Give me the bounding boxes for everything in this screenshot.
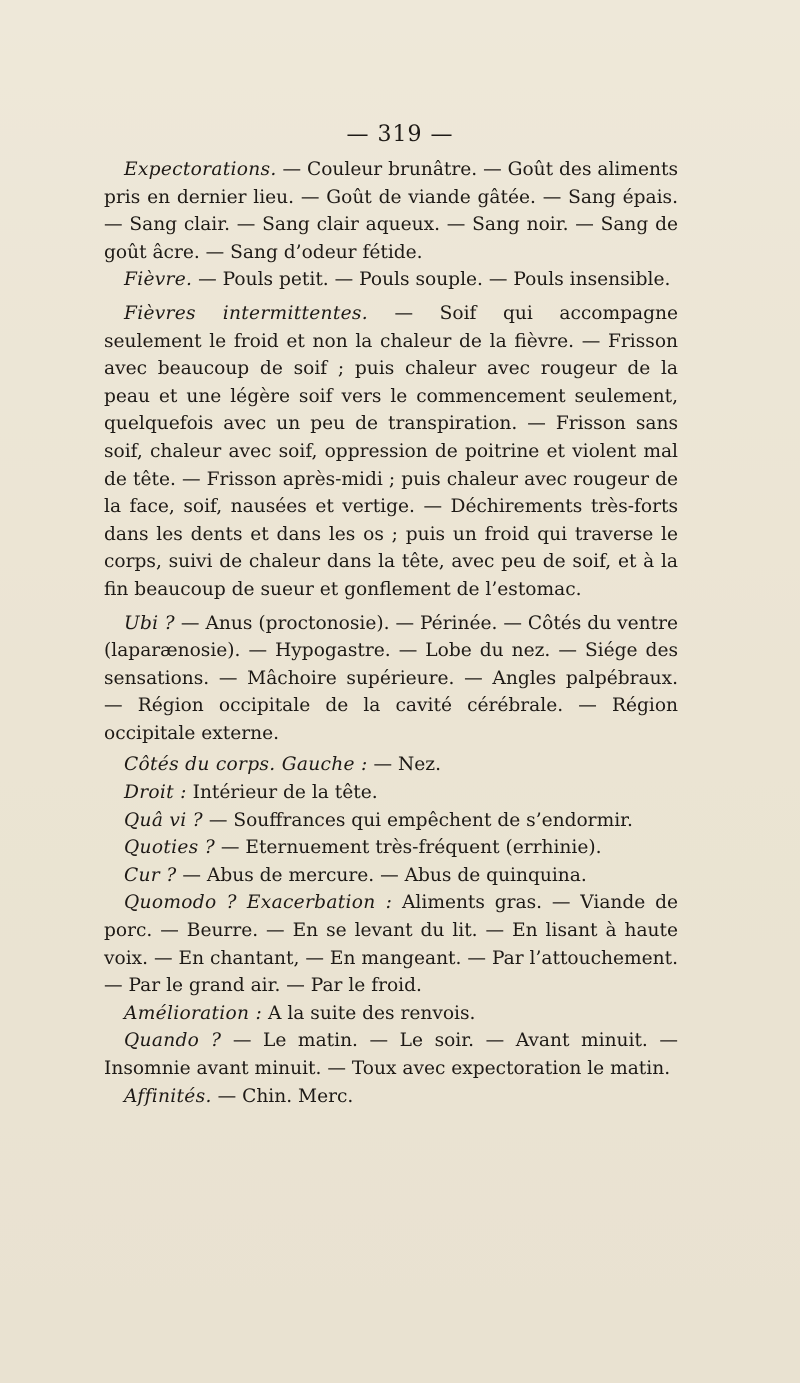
paragraph-text: — Anus (proctonosie). — Périnée. — Côtés du ventre (laparænosie). — Hypogastre. — Lobe du nez. — Siége des sensations. — Mâchoire supérieure. — Angles palpébraux. — Région occipitale de la cavité cérébrale. — Région occipitale externe. (104, 612, 678, 744)
paragraph-text: — Le matin. — Le soir. — Avant minuit. — Insomnie avant minuit. — Toux avec expectoration le matin. (104, 1030, 678, 1079)
page-number: — 319 — (346, 122, 454, 147)
paragraph-label: Quâ vi ? (124, 809, 203, 831)
paragraph-cur (104, 862, 678, 890)
paragraph-fievres-intermittentes (104, 300, 678, 604)
paragraph-quando (104, 1027, 678, 1082)
paragraph-affinites (104, 1083, 678, 1111)
paragraph-text: — Souffrances qui empêchent de s’endormir. (202, 809, 633, 831)
paragraph-text: Intérieur de la tête. (186, 782, 378, 804)
paragraph-text: A la suite des renvois. (262, 1002, 476, 1024)
paragraph-text: — Pouls petit. — Pouls souple. — Pouls insensible. (192, 269, 671, 291)
paragraph-text: — Chin. Merc. (211, 1085, 354, 1107)
paragraph-ubi (104, 610, 678, 748)
paragraph-label: Fièvres intermittentes. (124, 302, 368, 324)
paragraph-text: — Couleur brunâtre. — Goût des aliments pris en dernier lieu. — Goût de viande gâtée. — Sang épais. — Sang clair. — Sang clair aqueux. — Sang noir. — Sang de goût âcre. — Sang d’odeur fétide. (104, 159, 678, 263)
paragraph-label: Ubi ? (124, 612, 175, 634)
paragraph-label: Quoties ? (124, 837, 215, 859)
paragraph-expectorations (104, 156, 678, 266)
paragraph-label: Cur ? (124, 864, 177, 886)
paragraph-quoties (104, 834, 678, 862)
paragraph-text: — Eternuement très-fréquent (errhinie). (214, 837, 602, 859)
paragraph-text: — Nez. (367, 754, 441, 776)
paragraph-cotes-du-corps (104, 751, 678, 779)
paragraph-label: Affinités. (124, 1085, 212, 1107)
paragraph-label: Expectorations. (124, 159, 277, 180)
paragraph-text: Aliments gras. — Viande de porc. — Beurre. — En se levant du lit. — En lisant à haute voix. — En chantant, — En mangeant. — Par l’attouchement. — Par le grand air. — Par le froid. (104, 892, 678, 997)
paragraph-amelioration (104, 1000, 678, 1028)
body-text (104, 156, 678, 1110)
paragraph-text: — Abus de mercure. — Abus de quinquina. (176, 864, 587, 886)
paragraph-fievre (104, 266, 678, 294)
paragraph-text: — Soif qui accompagne seulement le froid et non la chaleur de la fièvre. — Frisson avec beaucoup de soif ; puis chaleur avec rougeur de la peau et une légère soif vers le commencement seulement, quelquefois avec un peu de transpiration. — Frisson sans soif, chaleur avec soif, oppression de poitrine et violent mal de tête. — Frisson après-midi ; puis chaleur avec rougeur de la face, soif, nausées et vertige. — Déchirements très-forts dans les dents et dans les os ; puis un froid qui traverse le corps, suivi de chaleur dans la tête, avec peu de soif, et à la fin beaucoup de sueur et gonflement de l’estomac. (104, 302, 678, 600)
paragraph-label: Droit : (124, 782, 187, 804)
paragraph-label: Fièvre. (124, 269, 193, 291)
paragraph-quomodo (104, 889, 678, 999)
paragraph-droit (104, 779, 678, 807)
paragraph-label: Côtés du corps. Gauche : (124, 754, 368, 776)
paragraph-label: Quomodo ? Exacerbation : (124, 892, 393, 914)
paragraph-label: Quando ? (124, 1030, 222, 1052)
paragraph-label: Amélioration : (124, 1002, 263, 1024)
paragraph-qua-vi (104, 807, 678, 835)
